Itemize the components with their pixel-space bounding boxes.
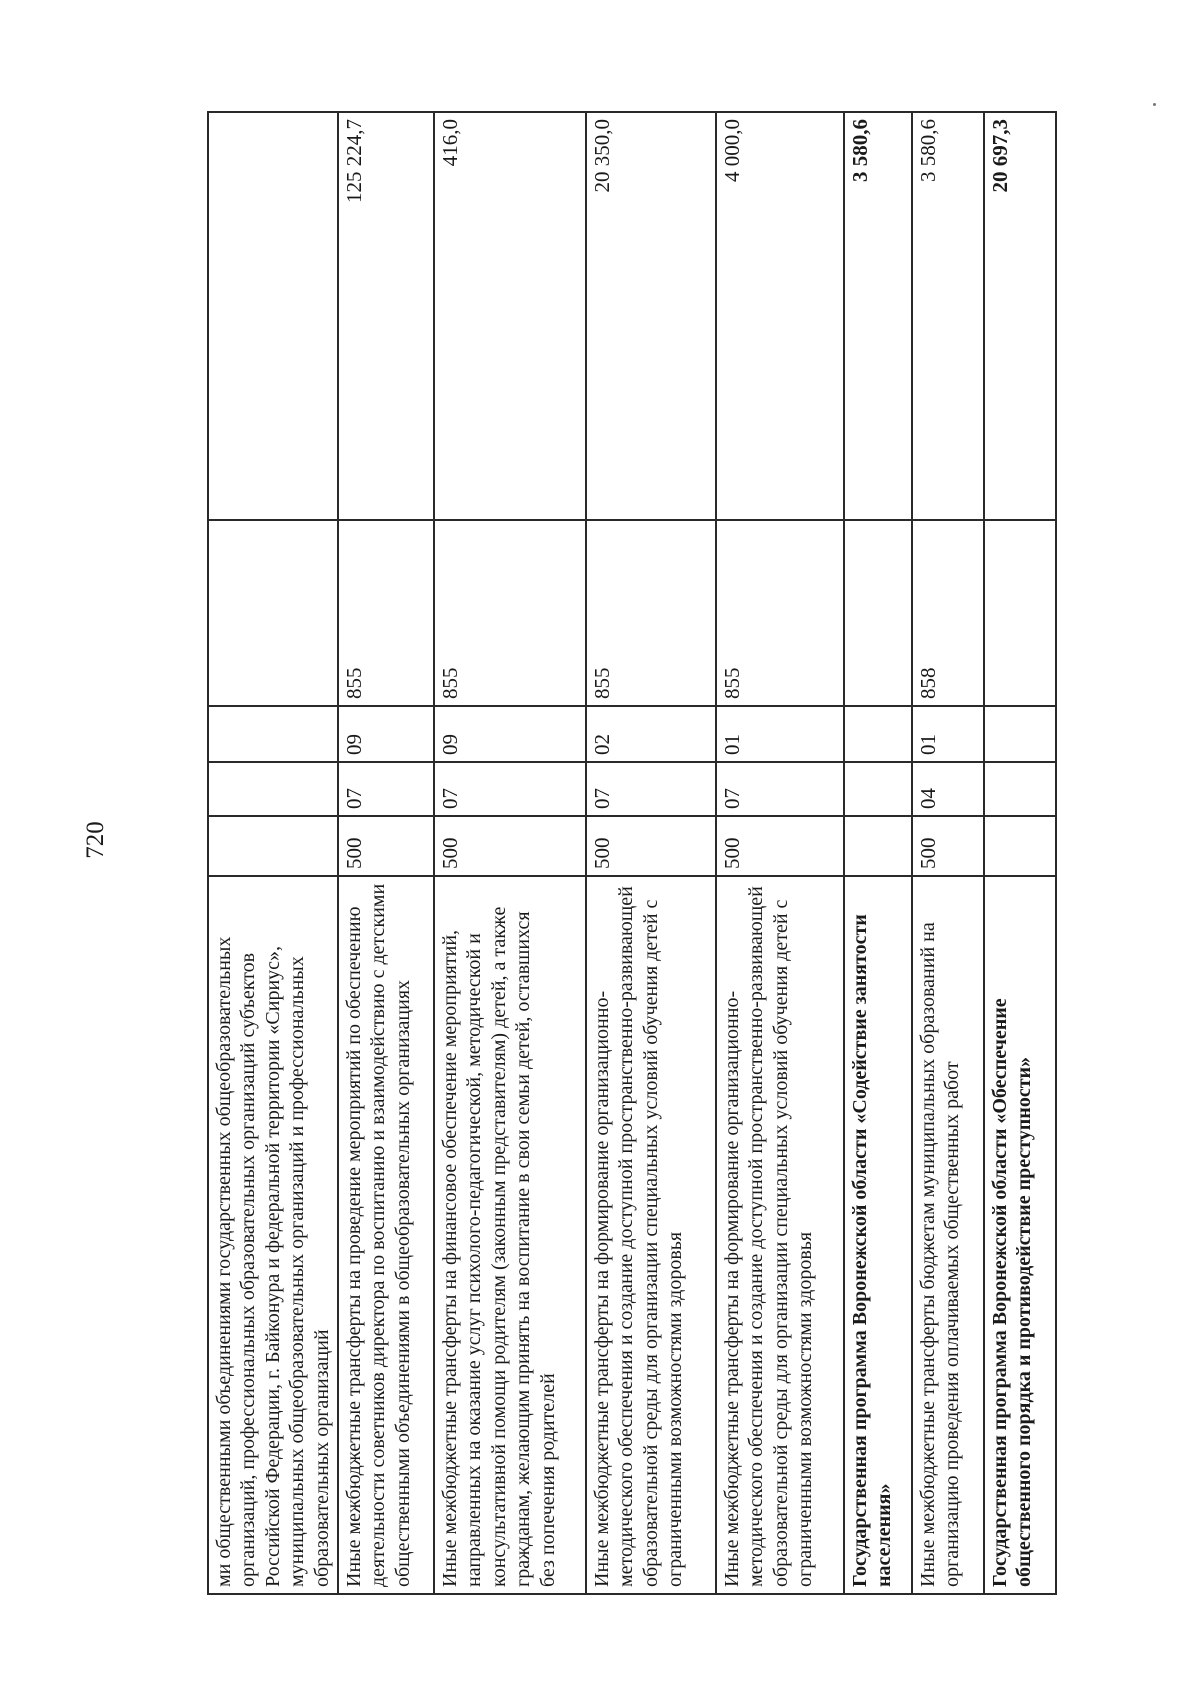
section-code: 07 <box>338 762 434 816</box>
section-code: 07 <box>586 762 716 816</box>
table-row <box>338 112 434 1594</box>
table-row <box>912 112 984 1594</box>
expense-type-code: 855 <box>716 520 844 706</box>
row-description: Иные межбюджетные трансферты на формирование организационно-методического обеспечения и создание доступной пространственно-развивающей образовательной среды для организации специальных условий обучения детей с ограниченными возможностями здоровья <box>716 876 844 1594</box>
rotated-table-container <box>207 113 1055 1595</box>
amount: 4 000,0 <box>716 112 844 520</box>
row-description: Иные межбюджетные трансферты на проведение мероприятий по обеспечению деятельности советников директора по воспитанию и взаимодействию с детскими общественными объединениями в общеобразовательных организациях <box>338 876 434 1594</box>
expense-type-code: 855 <box>338 520 434 706</box>
expense-type-code: 855 <box>434 520 586 706</box>
section-code: 07 <box>716 762 844 816</box>
table-row <box>586 112 716 1594</box>
subsection-code: 01 <box>912 706 984 762</box>
section-code <box>844 762 912 816</box>
table-row <box>208 112 338 1594</box>
row-description: ми общественными объединениями государственных общеобразовательных организаций, профессиональных образовательных организаций субъектов Российской Федерации, г. Байконура и федеральной территории «Сириус», муниципальных общеобразовательных организаций и профессиональных образовательных организаций <box>208 876 338 1594</box>
expense-type-code: 858 <box>912 520 984 706</box>
amount: 20 350,0 <box>586 112 716 520</box>
section-code: 07 <box>434 762 586 816</box>
table-row <box>984 112 1056 1594</box>
grbs-code: 500 <box>716 816 844 876</box>
table-row <box>716 112 844 1594</box>
grbs-code: 500 <box>912 816 984 876</box>
scan-artifact-dot <box>1153 103 1156 106</box>
amount: 3 580,6 <box>844 112 912 520</box>
row-description: Государственная программа Воронежской области «Содействие занятости населения» <box>844 876 912 1594</box>
grbs-code: 500 <box>434 816 586 876</box>
expense-type-code <box>984 520 1056 706</box>
table-row <box>434 112 586 1594</box>
section-code <box>984 762 1056 816</box>
subsection-code: 01 <box>716 706 844 762</box>
row-description: Иные межбюджетные трансферты бюджетам муниципальных образований на организацию проведения оплачиваемых общественных работ <box>912 876 984 1594</box>
row-description: Иные межбюджетные трансферты на финансовое обеспечение мероприятий, направленных на оказание услуг психолого-педагогической, методической и консультативной помощи родителям (законным представителям) детей, а также гражданам, желающим принять на воспитание в свои семьи детей, оставшихся без попечения родителей <box>434 876 586 1594</box>
subsection-code: 09 <box>338 706 434 762</box>
expense-type-code <box>208 520 338 706</box>
subsection-code <box>208 706 338 762</box>
grbs-code: 500 <box>338 816 434 876</box>
grbs-code <box>844 816 912 876</box>
grbs-code <box>208 816 338 876</box>
amount: 3 580,6 <box>912 112 984 520</box>
expense-type-code <box>844 520 912 706</box>
table-row <box>844 112 912 1594</box>
grbs-code <box>984 816 1056 876</box>
subsection-code: 02 <box>586 706 716 762</box>
budget-allocation-table <box>207 111 1057 1595</box>
amount: 125 224,7 <box>338 112 434 520</box>
subsection-code: 09 <box>434 706 586 762</box>
subsection-code <box>984 706 1056 762</box>
row-description: Государственная программа Воронежской области «Обеспечение общественного порядка и противодействие преступности» <box>984 876 1056 1594</box>
amount: 20 697,3 <box>984 112 1056 520</box>
section-code: 04 <box>912 762 984 816</box>
amount: 416,0 <box>434 112 586 520</box>
subsection-code <box>844 706 912 762</box>
page-number: 720 <box>82 821 109 859</box>
section-code <box>208 762 338 816</box>
row-description: Иные межбюджетные трансферты на формирование организационно-методического обеспечения и создание доступной пространственно-развивающей образовательной среды для организации специальных условий обучения детей с ограниченными возможностями здоровья <box>586 876 716 1594</box>
expense-type-code: 855 <box>586 520 716 706</box>
amount <box>208 112 338 520</box>
grbs-code: 500 <box>586 816 716 876</box>
